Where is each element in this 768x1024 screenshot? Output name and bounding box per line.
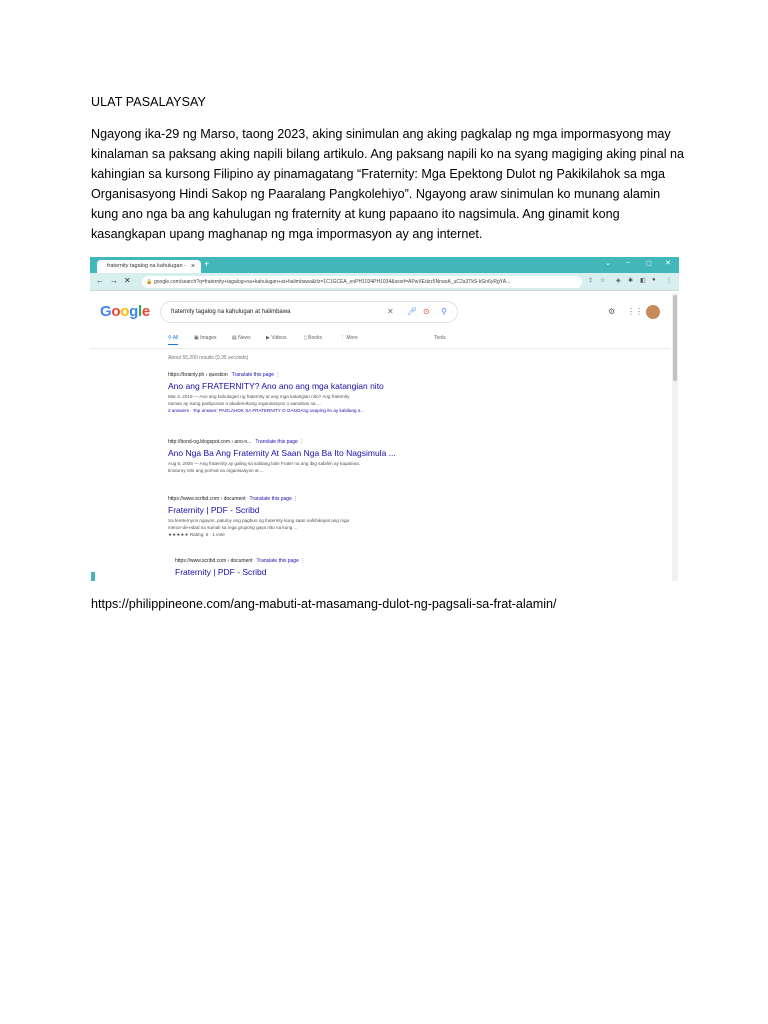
settings-icon[interactable]: ⚙	[608, 307, 616, 316]
search-result	[168, 496, 468, 538]
search-result	[168, 439, 468, 474]
back-button[interactable]: ←	[96, 276, 104, 285]
apps-icon[interactable]: ⋮⋮	[627, 307, 643, 316]
logo-letter: l	[138, 303, 142, 320]
divider	[90, 348, 670, 349]
result-answers-link[interactable]: 2 answers · Top answer: PAGLAHOK SA FRATERNITY O GANGAng usaping ito ay kabilang s...	[168, 408, 364, 413]
tab-more[interactable]: ⋮ More	[340, 335, 358, 341]
minimize-button[interactable]: –	[626, 259, 630, 266]
avatar[interactable]	[646, 305, 660, 319]
source-url: https://philippineone.com/ang-mabuti-at-masamang-dulot-ng-pagsali-sa-frat-alamin/	[91, 597, 557, 611]
paragraph-line: Ngayong ika-29 ng Marso, taong 2023, aking sinimulan ang aking pagkalap ng mga impormasyong may	[91, 127, 671, 141]
paragraph-line: kung ano nga ba ang kahulugan ng fraternity at kung papaano ito nagsimula. Ang ginamit kong	[91, 207, 620, 221]
result-snippet: Sa fereternyon ngayon, patuloy ang pagbuo ng fraternity kung saan nahihikayat ang mga	[168, 518, 350, 523]
result-cite: https://brainly.ph › question Translate this page ⋮	[168, 372, 281, 378]
puzzle-icon[interactable]: ✱	[628, 278, 634, 284]
tools-button[interactable]: Tools	[434, 335, 446, 341]
paragraph-line: kinalaman sa paksang aking napili bilang artikulo. Ang paksang napili ko na syang magiging aking pinal na	[91, 147, 685, 161]
search-input[interactable]	[160, 301, 458, 323]
logo-letter: e	[141, 303, 150, 320]
browser-tab[interactable]	[97, 260, 201, 273]
result-cite: http://bond-og.blogspot.com › ano-n... Translate this page ⋮	[168, 439, 305, 445]
tab-images[interactable]: ▣ Images	[194, 335, 217, 341]
lock-icon: 🔒	[146, 279, 153, 285]
result-snippet: tinuturoy nito ang pormal na organisasyon at ...	[168, 468, 264, 473]
results-stats: About 55,200 results (0.35 seconds)	[168, 355, 249, 361]
address-bar	[90, 273, 679, 291]
translate-link[interactable]: Translate this page ⋮	[256, 558, 306, 564]
scrollbar-thumb[interactable]	[673, 295, 677, 381]
document-paragraph	[91, 124, 691, 244]
sidebar-icon[interactable]: ◧	[640, 278, 646, 284]
close-icon[interactable]: ×	[190, 263, 195, 270]
logo-letter: o	[120, 303, 130, 320]
logo-letter: G	[100, 303, 112, 320]
embedded-screenshot	[90, 257, 679, 583]
translate-link[interactable]: Translate this page ⋮	[231, 372, 281, 378]
google-logo[interactable]	[100, 303, 150, 320]
result-title-link[interactable]: Fraternity | PDF - Scribd	[175, 567, 267, 577]
tab-list-icon[interactable]: ⌄	[605, 260, 611, 267]
search-icon[interactable]: ⚲	[441, 307, 447, 316]
result-snippet: Mar 3, 2019 — Ano ang kahulugan ng fraternity at ang mga katangian nito? Ang fraternity	[168, 394, 350, 399]
url-input[interactable]	[142, 276, 582, 288]
result-title-link[interactable]: Ano Nga Ba Ang Fraternity At Saan Nga Ba Ito Nagsimula ...	[168, 448, 396, 458]
tab-title: fraternity tagalog na kahulugan -	[107, 263, 186, 269]
menu-icon[interactable]: ⋮	[666, 278, 672, 284]
result-cite: https://www.scribd.com › document Translate this page ⋮	[168, 496, 299, 502]
lens-icon[interactable]: ⊙	[423, 307, 430, 316]
close-window-button[interactable]: ✕	[665, 260, 671, 267]
search-query: fraternity tagalog na kahulugan at halimbawa	[171, 309, 291, 315]
logo-letter: g	[129, 303, 138, 320]
url-text: google.com/search?q=fraternity+tagalog+na+kahulugan+at+halimbawa&rlz=1C1GCEA_enPH1034PH1034&sxsrf=APwXEdzz5NnaoA_uC2a3TkS-kGn6yRgYA...	[154, 279, 511, 285]
tab-all[interactable]: ⚲ All	[168, 335, 178, 345]
result-snippet: naman ay isang panlipunan o akademikong organisasyon o samahan na ...	[168, 401, 321, 406]
paragraph-line: Organisasyong Hindi Sakop ng Paaralang Pangkolehiyo”. Ngayong araw sinimulan ko munang alamin	[91, 187, 661, 201]
search-tabs	[168, 335, 458, 347]
tab-news[interactable]: ▤ News	[232, 335, 251, 341]
tab-books[interactable]: ▯ Books	[304, 335, 323, 341]
clear-icon[interactable]: ✕	[387, 307, 394, 316]
browser-tab-bar	[90, 257, 679, 273]
star-icon[interactable]: ☆	[600, 278, 606, 284]
paragraph-line: kahingian sa kursong Filipino ay pinamagatang “Fraternity: Mga Epektong Dulot ng Pakikilahok sa mga	[91, 167, 666, 181]
result-title-link[interactable]: Ano ang FRATERNITY? Ano ano ang mga katangian nito	[168, 381, 384, 391]
forward-button[interactable]: →	[110, 276, 118, 285]
result-snippet: Aug 5, 2008 — Ang fraternity ay galing sa salitang latin Frater na ang ibig sabihin ay kapatiran,	[168, 461, 361, 466]
paragraph-line: kasangkapan upang maghanap ng mga impormasyon ay ang internet.	[91, 227, 483, 241]
tab-videos[interactable]: ▶ Videos	[266, 335, 287, 341]
stop-button[interactable]: ✕	[124, 276, 131, 285]
search-result	[175, 558, 475, 579]
translate-link[interactable]: Translate this page ⋮	[255, 439, 305, 445]
result-cite: https://www.scribd.com › document Translate this page ⋮	[175, 558, 306, 564]
search-result	[168, 372, 468, 414]
mic-icon[interactable]: 🎤︎	[407, 307, 418, 316]
logo-letter: o	[111, 303, 121, 320]
result-title-link[interactable]: Fraternity | PDF - Scribd	[168, 505, 260, 515]
maximize-button[interactable]: ◻	[646, 260, 652, 267]
side-marker	[91, 572, 95, 581]
profile-icon[interactable]: ●	[652, 277, 656, 283]
new-tab-button[interactable]: +	[204, 259, 210, 269]
document-title: ULAT PASALAYSAY	[91, 95, 206, 109]
translate-link[interactable]: Translate this page ⋮	[249, 496, 299, 502]
share-icon[interactable]: ⇪	[588, 278, 594, 284]
extension-icon[interactable]: ◈	[616, 278, 621, 284]
scrollbar[interactable]	[672, 293, 678, 581]
result-snippet: menor-de-edad na sumali sa mga grupong gaya nito na kung ...	[168, 525, 298, 530]
result-rating: ★★★★★ Rating: 5 · 1 vote	[168, 532, 225, 537]
